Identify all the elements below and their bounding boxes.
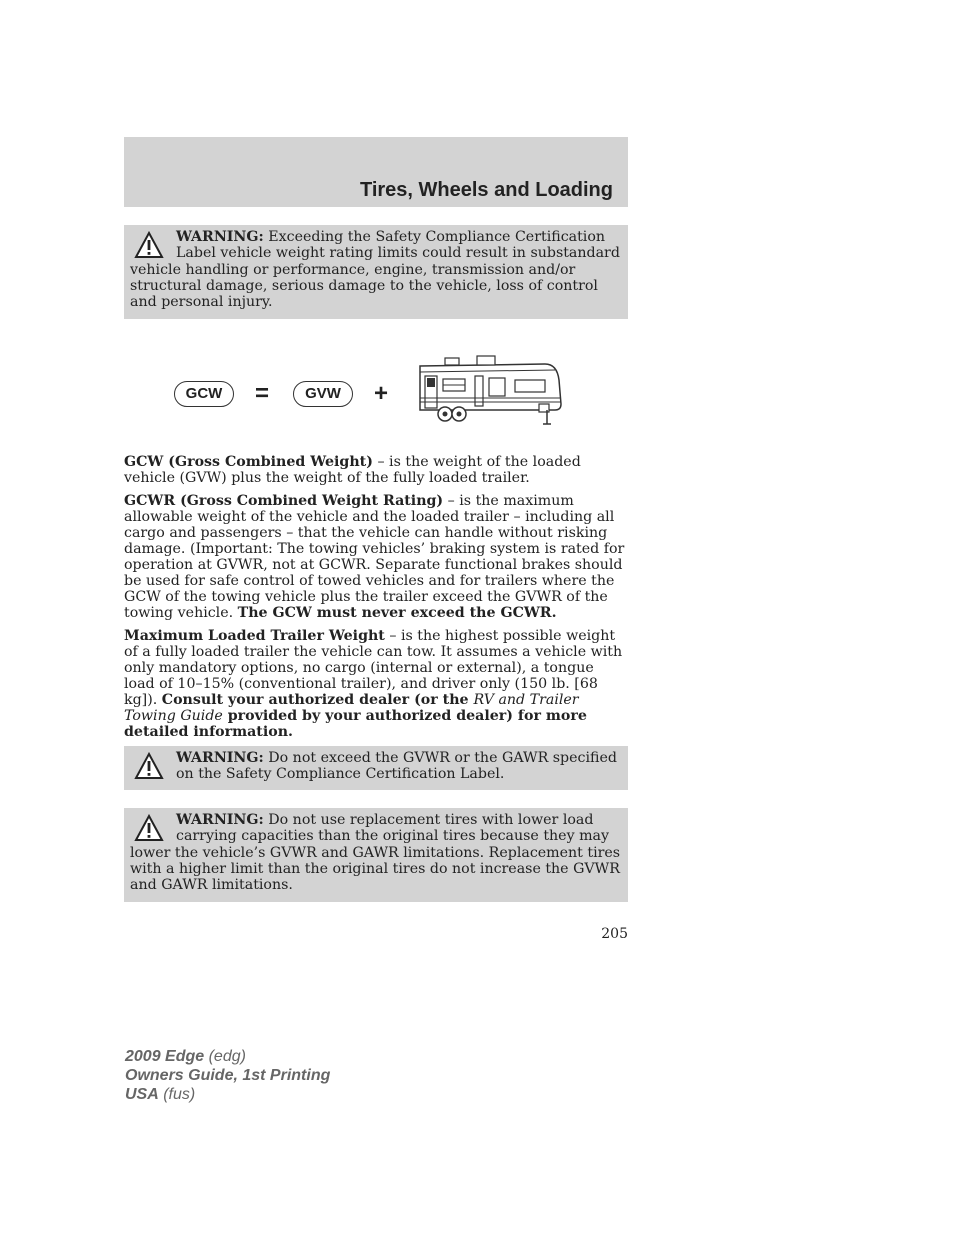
- footer-line-3: [125, 1085, 330, 1104]
- term-gcw: GCW (Gross Combined Weight): [124, 454, 373, 470]
- definitions: [124, 454, 628, 747]
- warning-text: Exceeding the Safety Compliance Certification Label vehicle weight rating limits could result in substandard vehicle handling or performance, engine, transmission and/or structural damage, serious damage to the vehicle, loss of control and personal injury.: [130, 229, 620, 311]
- warning-box: [124, 746, 628, 790]
- warning-triangle-icon: [134, 814, 164, 842]
- paragraph-gcw: [124, 454, 628, 486]
- section-header: [124, 137, 628, 207]
- definition-gcwr: – is the maximum allowable weight of the vehicle and the loaded trailer – including all cargo and passengers – that the vehicle can handle without risking damage. (Important: The towing vehicles’ braking system is rated for operation at GVWR, not at GCWR. Separate functional brakes should be used for safe control of towed vehicles and for trailers where the GCW of the towing vehicle plus the trailer exceed the GVWR of the towing vehicle.: [124, 493, 625, 621]
- footer-model: 2009 Edge: [125, 1048, 205, 1065]
- warning-text: Do not exceed the GVWR or the GAWR specified on the Safety Compliance Certification Label.: [176, 750, 617, 783]
- warning-triangle-icon: [134, 231, 164, 259]
- footer-market-code: (fus): [158, 1086, 196, 1103]
- plus-sign: +: [374, 380, 389, 407]
- footer-market: USA: [125, 1086, 159, 1103]
- warning-label: WARNING:: [176, 750, 264, 766]
- guide-title: RV and Trailer Towing Guide: [124, 692, 579, 724]
- warning-triangle-icon: [134, 752, 164, 780]
- warning-box: [124, 225, 628, 319]
- footer-line-1: [125, 1047, 330, 1066]
- paragraph-mltw: [124, 628, 628, 740]
- paragraph-gcwr: [124, 493, 628, 621]
- section-title: Tires, Wheels and Loading: [359, 179, 613, 201]
- footer-line-2: [125, 1066, 330, 1085]
- mltw-bold-1: Consult your authorized dealer (or the: [161, 692, 474, 708]
- warning-label: WARNING:: [176, 229, 264, 245]
- warning-box: [124, 808, 628, 902]
- travel-trailer-icon: [415, 352, 565, 432]
- definition-mltw: – is the highest possible weight of a fully loaded trailer the vehicle can tow. It assumes a vehicle with only mandatory options, no cargo (internal or external), a tongue load of 10–15% (conventional trailer), and driver only (150 lb. [68 kg]).: [124, 628, 623, 708]
- footer-model-code: (edg): [204, 1048, 246, 1065]
- page-number: 205: [601, 926, 628, 942]
- gvw-label: GVW: [293, 381, 353, 407]
- gcwr-emphasis: The GCW must never exceed the GCWR.: [237, 605, 557, 621]
- definition-gcw: – is the weight of the loaded vehicle (GVW) plus the weight of the fully loaded trailer.: [124, 454, 581, 486]
- term-gcwr: GCWR (Gross Combined Weight Rating): [124, 493, 444, 509]
- warning-text: Do not use replacement tires with lower load carrying capacities than the original tires because they may lower the vehicle’s GVWR and GAWR limitations. Replacement tires with a higher limit than the original tires do not increase the GVWR and GAWR limitations.: [130, 812, 621, 894]
- document-footer: [125, 1047, 330, 1104]
- warning-label: WARNING:: [176, 812, 264, 828]
- gcw-label: GCW: [174, 381, 234, 407]
- mltw-bold-2: provided by your authorized dealer) for more detailed information.: [124, 708, 587, 740]
- term-mltw: Maximum Loaded Trailer Weight: [124, 628, 385, 644]
- equals-sign: =: [255, 380, 270, 407]
- footer-guide: Owners Guide, 1st Printing: [125, 1067, 331, 1084]
- gcw-diagram: [170, 350, 570, 435]
